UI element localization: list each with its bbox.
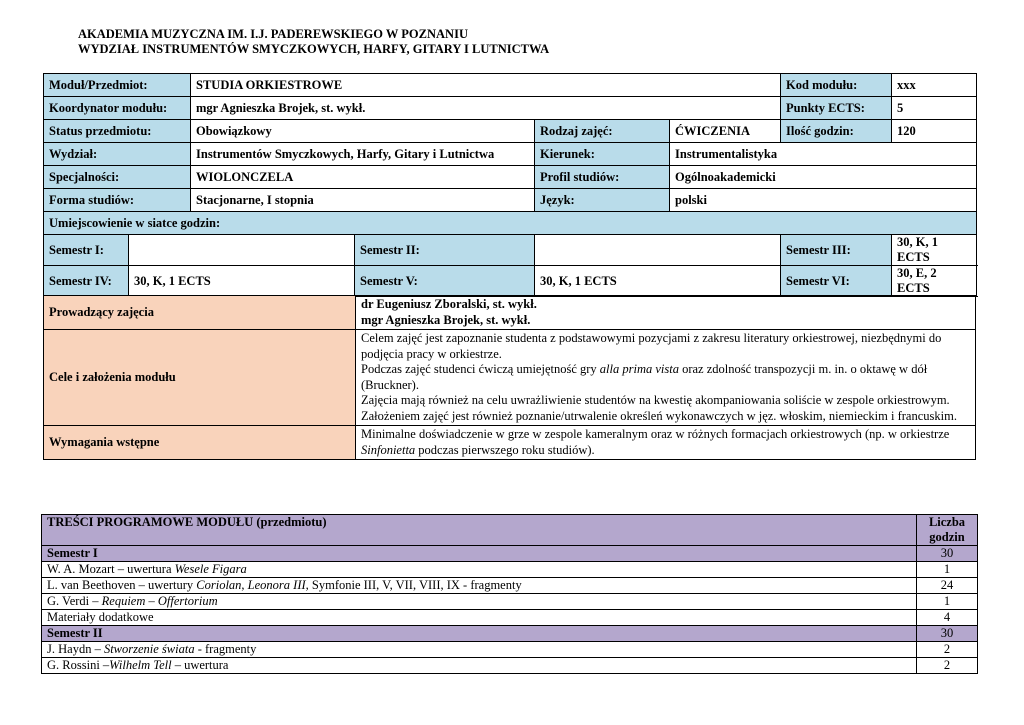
program-item-hours: 2 xyxy=(917,642,978,658)
program-item: Materiały dodatkowe xyxy=(42,610,917,626)
program-sem1-hours: 30 xyxy=(917,546,978,562)
goals-p2-italic: alla prima vista xyxy=(599,362,679,376)
hours-value: 120 xyxy=(892,120,977,143)
goals-paragraph-1: Celem zajęć jest zapoznanie studenta z podstawowymi pozycjami z zakresu literatury orkiestrowej, niezbędnymi do podjęcia pracy w orkiestrze. xyxy=(361,331,942,361)
class-type-label: Rodzaj zajęć: xyxy=(535,120,670,143)
coordinator-label: Koordynator modułu: xyxy=(44,97,191,120)
profile-label: Profil studiów: xyxy=(535,166,670,189)
program-item: G. Rossini –Wilhelm Tell – uwertura xyxy=(42,658,917,674)
teachers-label: Prowadzący zajęcia xyxy=(44,296,356,330)
code-value: xxx xyxy=(892,74,977,97)
sem6-value: 30, E, 2 ECTS xyxy=(892,266,977,297)
goals-paragraph-3: Zajęcia mają również na celu uwrażliwienie studentów na kwestię akompaniowania soliście w zespole orkiestrowym. xyxy=(361,393,950,407)
program-item: J. Haydn – Stworzenie świata - fragmenty xyxy=(42,642,917,658)
language-label: Język: xyxy=(535,189,670,212)
faculty-value: Instrumentów Smyczkowych, Harfy, Gitary i Lutnictwa xyxy=(191,143,535,166)
specialty-label: Specjalności: xyxy=(44,166,191,189)
table-row xyxy=(42,642,978,658)
sem3-value: 30, K, 1 ECTS xyxy=(892,235,977,266)
goals-p2-text: Podczas zajęć studenci ćwiczą umiejętność gry xyxy=(361,362,600,376)
study-form-label: Forma studiów: xyxy=(44,189,191,212)
specialty-value: WIOLONCZELA xyxy=(191,166,535,189)
class-type-value: ĆWICZENIA xyxy=(670,120,781,143)
program-item-hours: 1 xyxy=(917,562,978,578)
sem5-value: 30, K, 1 ECTS xyxy=(535,266,781,297)
code-label: Kod modułu: xyxy=(781,74,892,97)
goals-paragraph-4: Założeniem zajęć jest również poznanie/utrwalenie określeń wykonawczych w jęz. włoskim, niemieckim i francuskim. xyxy=(361,408,957,423)
sem1-value xyxy=(129,235,355,266)
status-value: Obowiązkowy xyxy=(191,120,535,143)
sem5-label: Semestr V: xyxy=(355,266,535,297)
program-item-hours: 4 xyxy=(917,610,978,626)
teachers-value xyxy=(356,296,976,330)
req-text-end: podczas pierwszego roku studiów). xyxy=(415,442,595,457)
goals-p2-text-end: oraz zdolność transpozycji m. in. o oktawę w dół (Bruckner). xyxy=(361,362,928,392)
program-item: W. A. Mozart – uwertura Wesele Figara xyxy=(42,562,917,578)
requirements-label: Wymagania wstępne xyxy=(44,426,356,460)
program-item-hours: 24 xyxy=(917,578,978,594)
req-text: Minimalne doświadczenie w grze w zespole kameralnym oraz w różnych formacjach orkiestrowych (np. w orkiestrze xyxy=(361,427,950,441)
ects-label: Punkty ECTS: xyxy=(781,97,892,120)
teacher-2: mgr Agnieszka Brojek, st. wykł. xyxy=(361,312,531,327)
goals-value xyxy=(356,330,976,426)
module-info-table xyxy=(43,73,977,297)
program-sem2-hours: 30 xyxy=(917,626,978,642)
teacher-1: dr Eugeniusz Zboralski, st. wykł. xyxy=(361,297,537,311)
language-value: polski xyxy=(670,189,977,212)
requirements-value xyxy=(356,426,976,460)
sem1-label: Semestr I: xyxy=(44,235,129,266)
program-content-table xyxy=(41,514,978,674)
program-item-hours: 1 xyxy=(917,594,978,610)
sem2-label: Semestr II: xyxy=(355,235,535,266)
table-row xyxy=(42,578,978,594)
ects-value: 5 xyxy=(892,97,977,120)
table-row xyxy=(42,562,978,578)
academy-name: AKADEMIA MUZYCZNA IM. I.J. PADEREWSKIEGO W POZNANIU xyxy=(78,27,468,41)
table-row xyxy=(42,594,978,610)
direction-value: Instrumentalistyka xyxy=(670,143,977,166)
document-header xyxy=(78,27,549,57)
module-details-table xyxy=(43,295,976,460)
sem4-label: Semestr IV: xyxy=(44,266,129,297)
hours-label: Ilość godzin: xyxy=(781,120,892,143)
hours-header: Liczba godzin xyxy=(917,515,978,546)
status-label: Status przedmiotu: xyxy=(44,120,191,143)
program-item: G. Verdi – Requiem – Offertorium xyxy=(42,594,917,610)
sem2-value xyxy=(535,235,781,266)
program-item-hours: 2 xyxy=(917,658,978,674)
direction-label: Kierunek: xyxy=(535,143,670,166)
program-sem2-label: Semestr II xyxy=(42,626,917,642)
goals-paragraph-2 xyxy=(361,362,970,393)
study-form-value: Stacjonarne, I stopnia xyxy=(191,189,535,212)
goals-label: Cele i założenia modułu xyxy=(44,330,356,426)
sem6-label: Semestr VI: xyxy=(781,266,892,297)
sem4-value: 30, K, 1 ECTS xyxy=(129,266,355,297)
placement-label: Umiejscowienie w siatce godzin: xyxy=(44,212,977,235)
req-italic: Sinfonietta xyxy=(361,442,416,457)
subject-label: Moduł/Przedmiot: xyxy=(44,74,191,97)
subject-value: STUDIA ORKIESTROWE xyxy=(191,74,781,97)
sem3-label: Semestr III: xyxy=(781,235,892,266)
program-item: L. van Beethoven – uwertury Coriolan, Leonora III, Symfonie III, V, VII, VIII, IX - fragmenty xyxy=(42,578,917,594)
coordinator-value: mgr Agnieszka Brojek, st. wykł. xyxy=(191,97,781,120)
faculty-label: Wydział: xyxy=(44,143,191,166)
table-row xyxy=(42,610,978,626)
program-title: TREŚCI PROGRAMOWE MODUŁU (przedmiotu) xyxy=(42,515,917,546)
program-sem1-label: Semestr I xyxy=(42,546,917,562)
table-row xyxy=(42,658,978,674)
profile-value: Ogólnoakademicki xyxy=(670,166,977,189)
faculty-name: WYDZIAŁ INSTRUMENTÓW SMYCZKOWYCH, HARFY, GITARY I LUTNICTWA xyxy=(78,42,550,56)
